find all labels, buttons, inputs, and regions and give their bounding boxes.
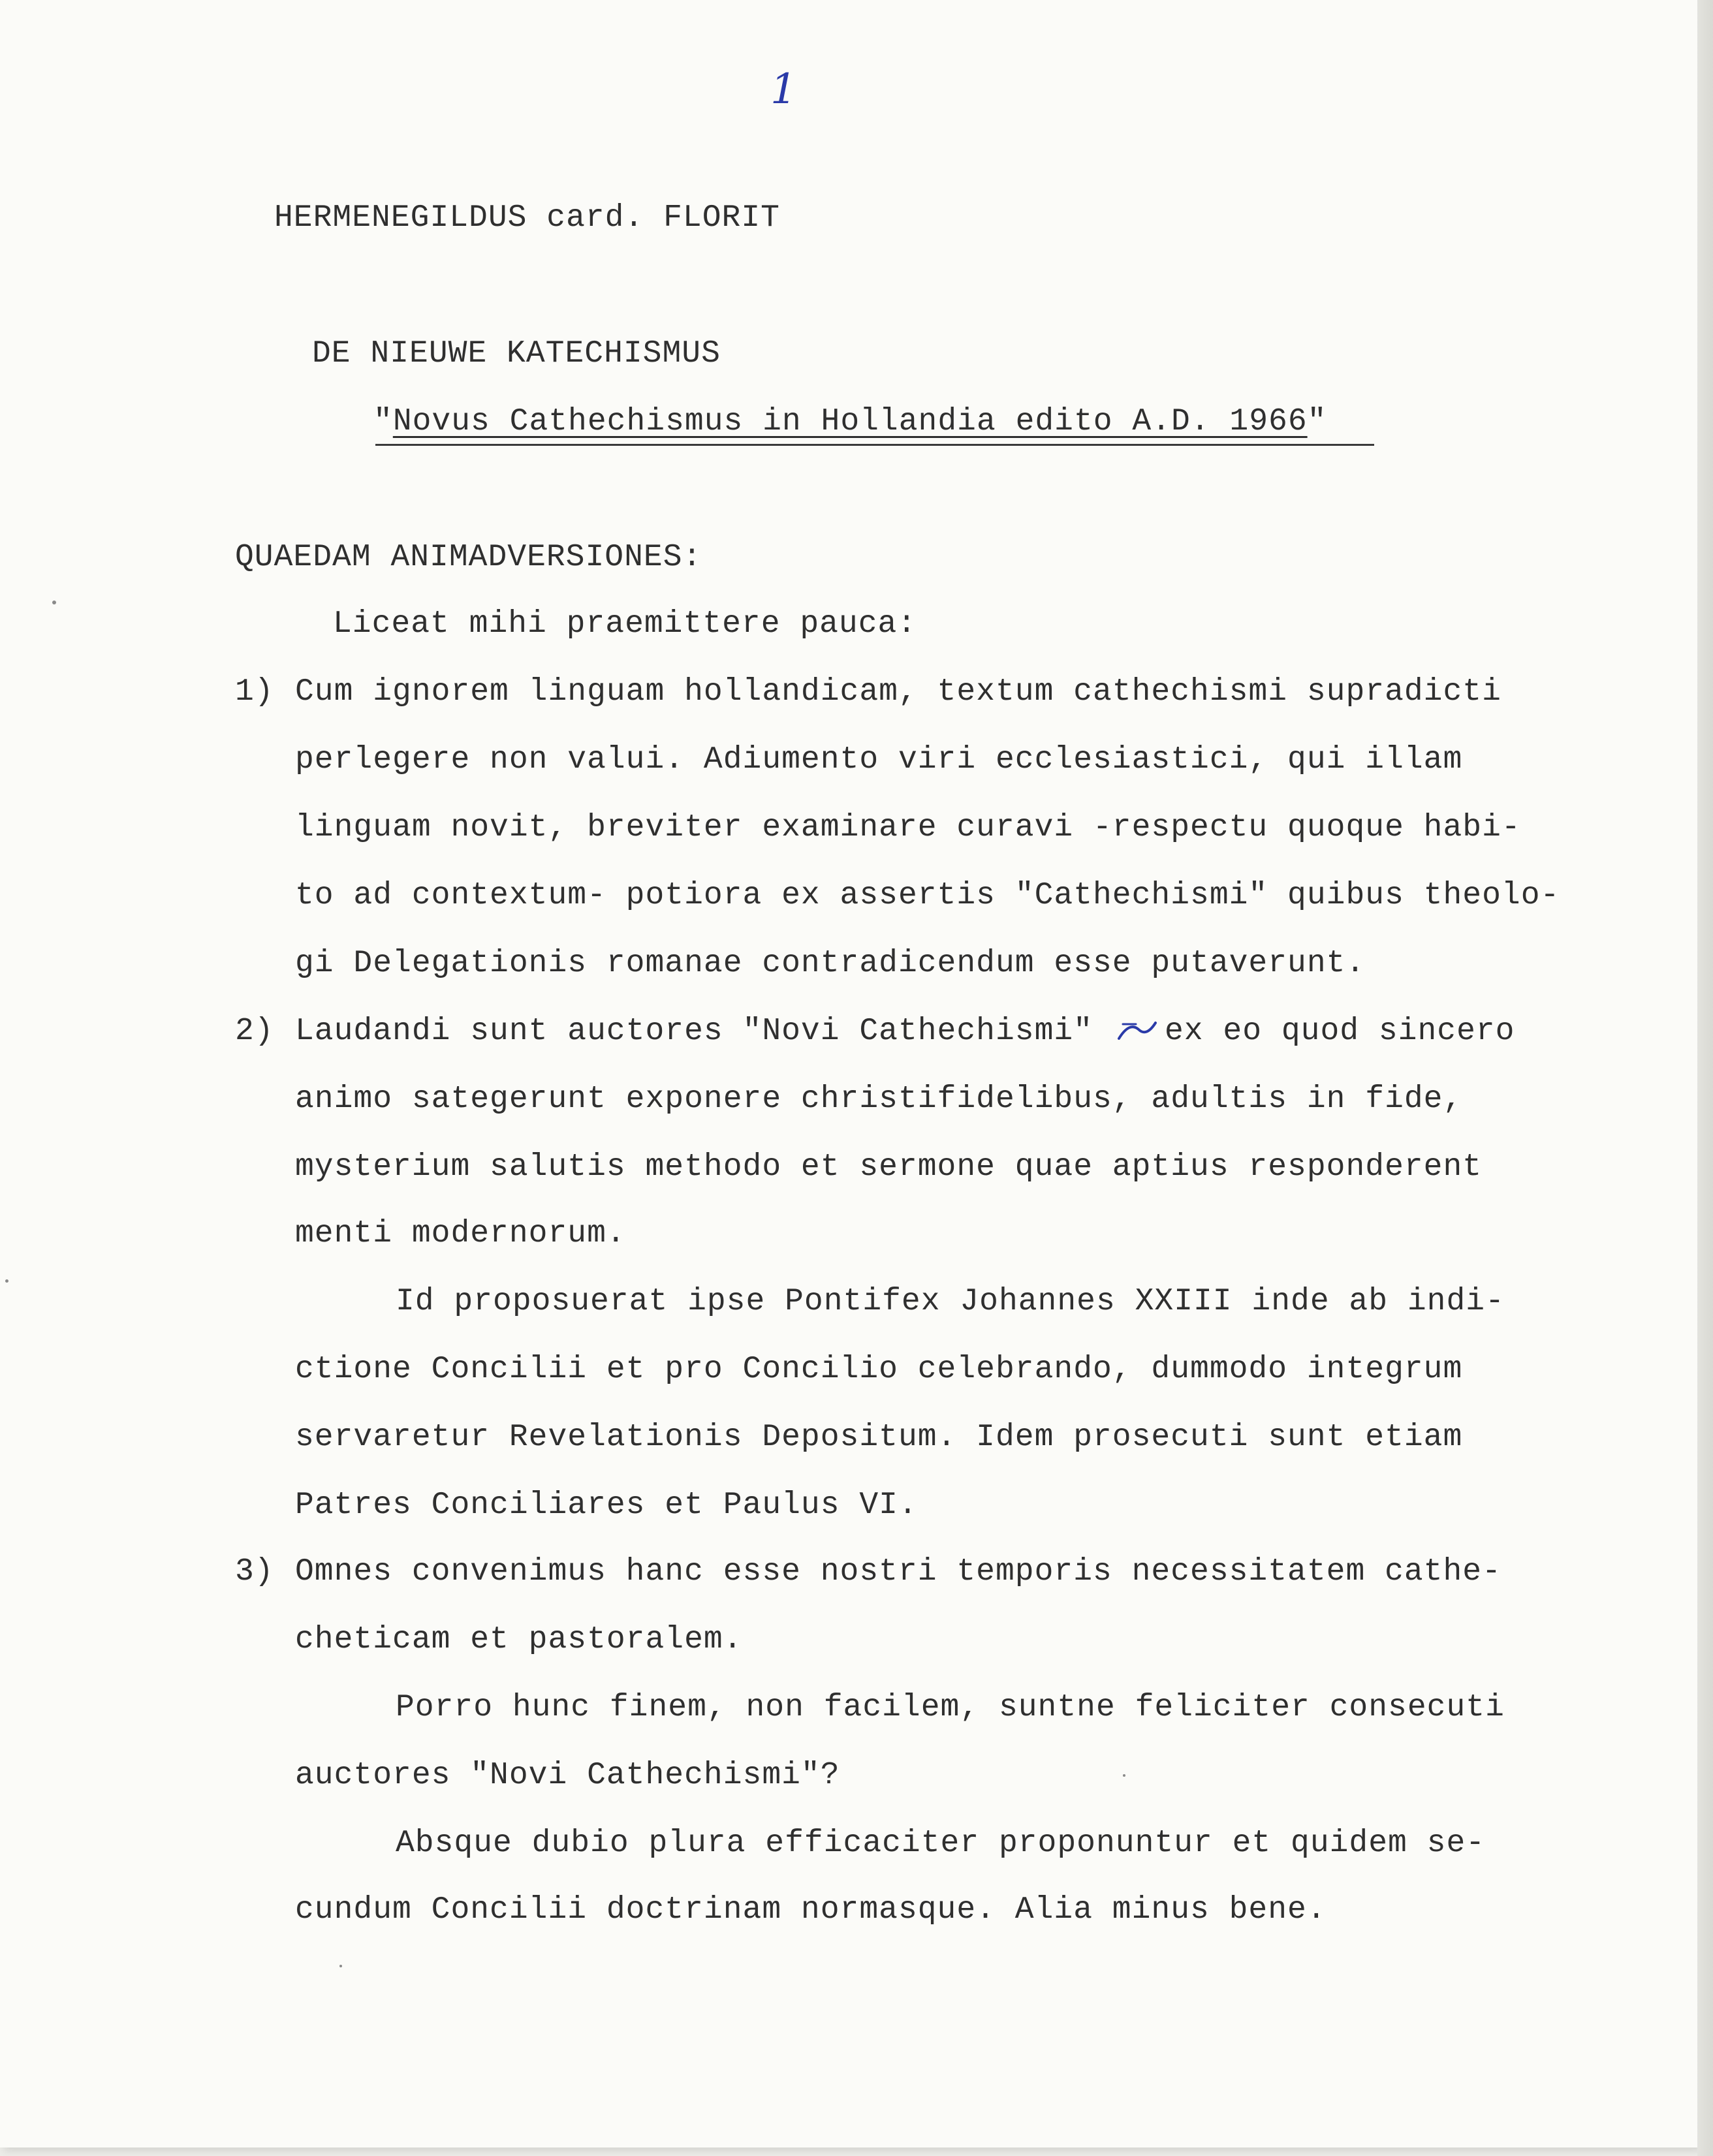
item-3-line-1: Omnes convenimus hanc esse nostri temporis necessitatem cathe- bbox=[295, 1554, 1501, 1589]
paper-speck bbox=[5, 1279, 8, 1283]
item-1-marker: 1) bbox=[235, 674, 274, 710]
subtitle-close-quote: " bbox=[1307, 404, 1327, 439]
intro-line: Liceat mihi praemittere pauca: bbox=[333, 606, 917, 642]
item-2-line-2: animo sategerunt exponere christifidelibus, adultis in fide, bbox=[295, 1082, 1463, 1117]
item-2-line-3: mysterium salutis methodo et sermone quae aptius responderent bbox=[295, 1149, 1483, 1185]
item-3-line-4: auctores "Novi Cathechismi"? bbox=[295, 1758, 840, 1793]
item-1-line-3: linguam novit, breviter examinare curavi -respectu quoque habi- bbox=[295, 810, 1521, 845]
page-number: 1 bbox=[770, 65, 797, 114]
handwritten-correction-mark bbox=[1116, 1015, 1158, 1046]
item-2-marker: 2) bbox=[235, 1014, 274, 1049]
paper-speck bbox=[1123, 1774, 1125, 1777]
item-1-line-5: gi Delegationis romanae contradicendum esse putaverunt. bbox=[295, 946, 1366, 981]
item-2-line-7: servaretur Revelationis Depositum. Idem prosecuti sunt etiam bbox=[295, 1420, 1463, 1455]
paper-speck bbox=[52, 601, 56, 604]
item-3-line-2: cheticam et pastoralem. bbox=[295, 1622, 743, 1657]
item-3-marker: 3) bbox=[235, 1554, 274, 1589]
item-3-line-3: Porro hunc finem, non facilem, suntne feliciter consecuti bbox=[396, 1690, 1505, 1725]
item-2-line-1: Laudandi sunt auctores "Novi Cathechismi" bbox=[295, 1014, 1093, 1049]
item-1-line-4: to ad contextum- potiora ex assertis "Cathechismi" quibus theolo- bbox=[295, 878, 1560, 913]
subtitle-text: Novus Cathechismus in Hollandia edito A.D. 1966 bbox=[392, 404, 1308, 439]
item-2-line-4: menti modernorum. bbox=[295, 1216, 626, 1251]
item-2-line-6: ctione Concilii et pro Concilio celebrando, dummodo integrum bbox=[295, 1352, 1463, 1387]
item-3-line-5: Absque dubio plura efficaciter proponuntur et quidem se- bbox=[396, 1826, 1486, 1861]
paper-speck bbox=[339, 1965, 342, 1967]
subtitle-open-quote: " bbox=[373, 404, 393, 439]
item-2-line-8: Patres Conciliares et Paulus VI. bbox=[295, 1488, 918, 1523]
document-heading: DE NIEUWE KATECHISMUS bbox=[312, 336, 721, 371]
author-line: HERMENEGILDUS card. FLORIT bbox=[274, 200, 780, 236]
item-2-line-5: Id proposuerat ipse Pontifex Johannes XXIII inde ab indi- bbox=[396, 1284, 1505, 1319]
item-2-line-1-cont: ex eo quod sincero bbox=[1165, 1014, 1515, 1049]
document-subtitle bbox=[373, 403, 1327, 440]
item-3-line-6: cundum Concilii doctrinam normasque. Alia minus bene. bbox=[295, 1892, 1327, 1928]
page-edge-shadow bbox=[1697, 0, 1713, 2156]
item-1-line-1: Cum ignorem linguam hollandicam, textum cathechismi supradicti bbox=[295, 674, 1501, 710]
item-1-line-2: perlegere non valui. Adiumento viri ecclesiastici, qui illam bbox=[295, 742, 1463, 777]
section-title: QUAEDAM ANIMADVERSIONES: bbox=[235, 540, 702, 575]
subtitle-second-underline bbox=[375, 444, 1374, 446]
